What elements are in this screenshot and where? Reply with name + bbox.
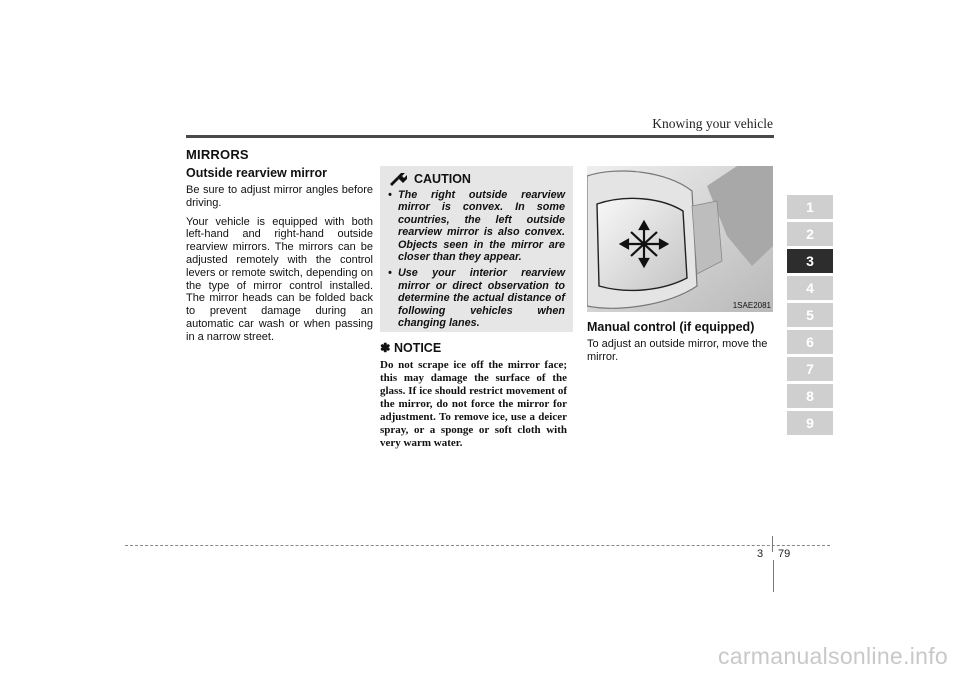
page-chapter: 3 (757, 548, 764, 560)
paragraph-1: Be sure to adjust mirror angles before driving. (186, 184, 373, 209)
page-marker-line (772, 536, 773, 552)
paragraph-2: Your vehicle is equipped with both left-hand and right-hand outside rearview mirrors. The mirrors can be adjusted remotely with the control levers or remote switch, depending on the type of mirror control installed. The mirror heads can be folded back to prevent damage during an automatic car wash or when passing in a narrow street. (186, 215, 373, 343)
caution-header (388, 172, 565, 186)
page-number: 79 (778, 548, 791, 560)
wrench-icon (388, 173, 408, 186)
left-column (186, 166, 373, 350)
chapter-tab-5[interactable]: 5 (787, 303, 833, 327)
chapter-tab-3[interactable]: 3 (787, 249, 833, 273)
caution-item: • The right outside rearview mirror is convex. In some countries, the left outside rearview mirror is also convex. Objects seen in the mirror are closer than they appear. (388, 189, 565, 264)
mirror-illustration (587, 166, 773, 312)
section-title: MIRRORS (186, 147, 249, 162)
chapter-tab-6[interactable]: 6 (787, 330, 833, 354)
mirror-figure (587, 166, 773, 312)
caution-box (380, 166, 573, 332)
bullet-icon: • (388, 189, 392, 201)
outside-mirror-heading: Outside rearview mirror (186, 166, 328, 180)
page-marker-line (773, 560, 774, 592)
middle-column (380, 166, 567, 450)
chapter-tabs (787, 195, 833, 438)
caution-list (388, 189, 565, 329)
running-header: Knowing your vehicle (652, 116, 773, 131)
header-rule (186, 135, 774, 138)
watermark: carmanualsonline.info (717, 643, 948, 669)
bullet-icon: • (388, 267, 392, 280)
caution-item: • Use your interior rearview mirror or direct observation to determine the actual distance of following vehicles when changing lanes. (388, 267, 565, 330)
right-column (587, 166, 774, 370)
caution-title: CAUTION (414, 172, 471, 186)
chapter-tab-8[interactable]: 8 (787, 384, 833, 408)
chapter-tab-4[interactable]: 4 (787, 276, 833, 300)
chapter-tab-9[interactable]: 9 (787, 411, 833, 435)
chapter-tab-7[interactable]: 7 (787, 357, 833, 381)
notice-text: Do not scrape ice off the mirror face; this may damage the surface of the glass. If ice should restrict movement of the mirror, do not force the mirror for adjustment. To remove ice, use a deicer spray, or a sponge or soft cloth with very warm water. (380, 359, 567, 449)
footer-rule (125, 545, 830, 546)
chapter-tab-1[interactable]: 1 (787, 195, 833, 219)
chapter-tab-2[interactable]: 2 (787, 222, 833, 246)
notice-title: ✽ NOTICE (380, 341, 442, 355)
manual-control-text: To adjust an outside mirror, move the mirror. (587, 338, 768, 363)
figure-label: 1SAE2081 (732, 301, 771, 310)
manual-control-heading: Manual control (if equipped) (587, 320, 755, 334)
